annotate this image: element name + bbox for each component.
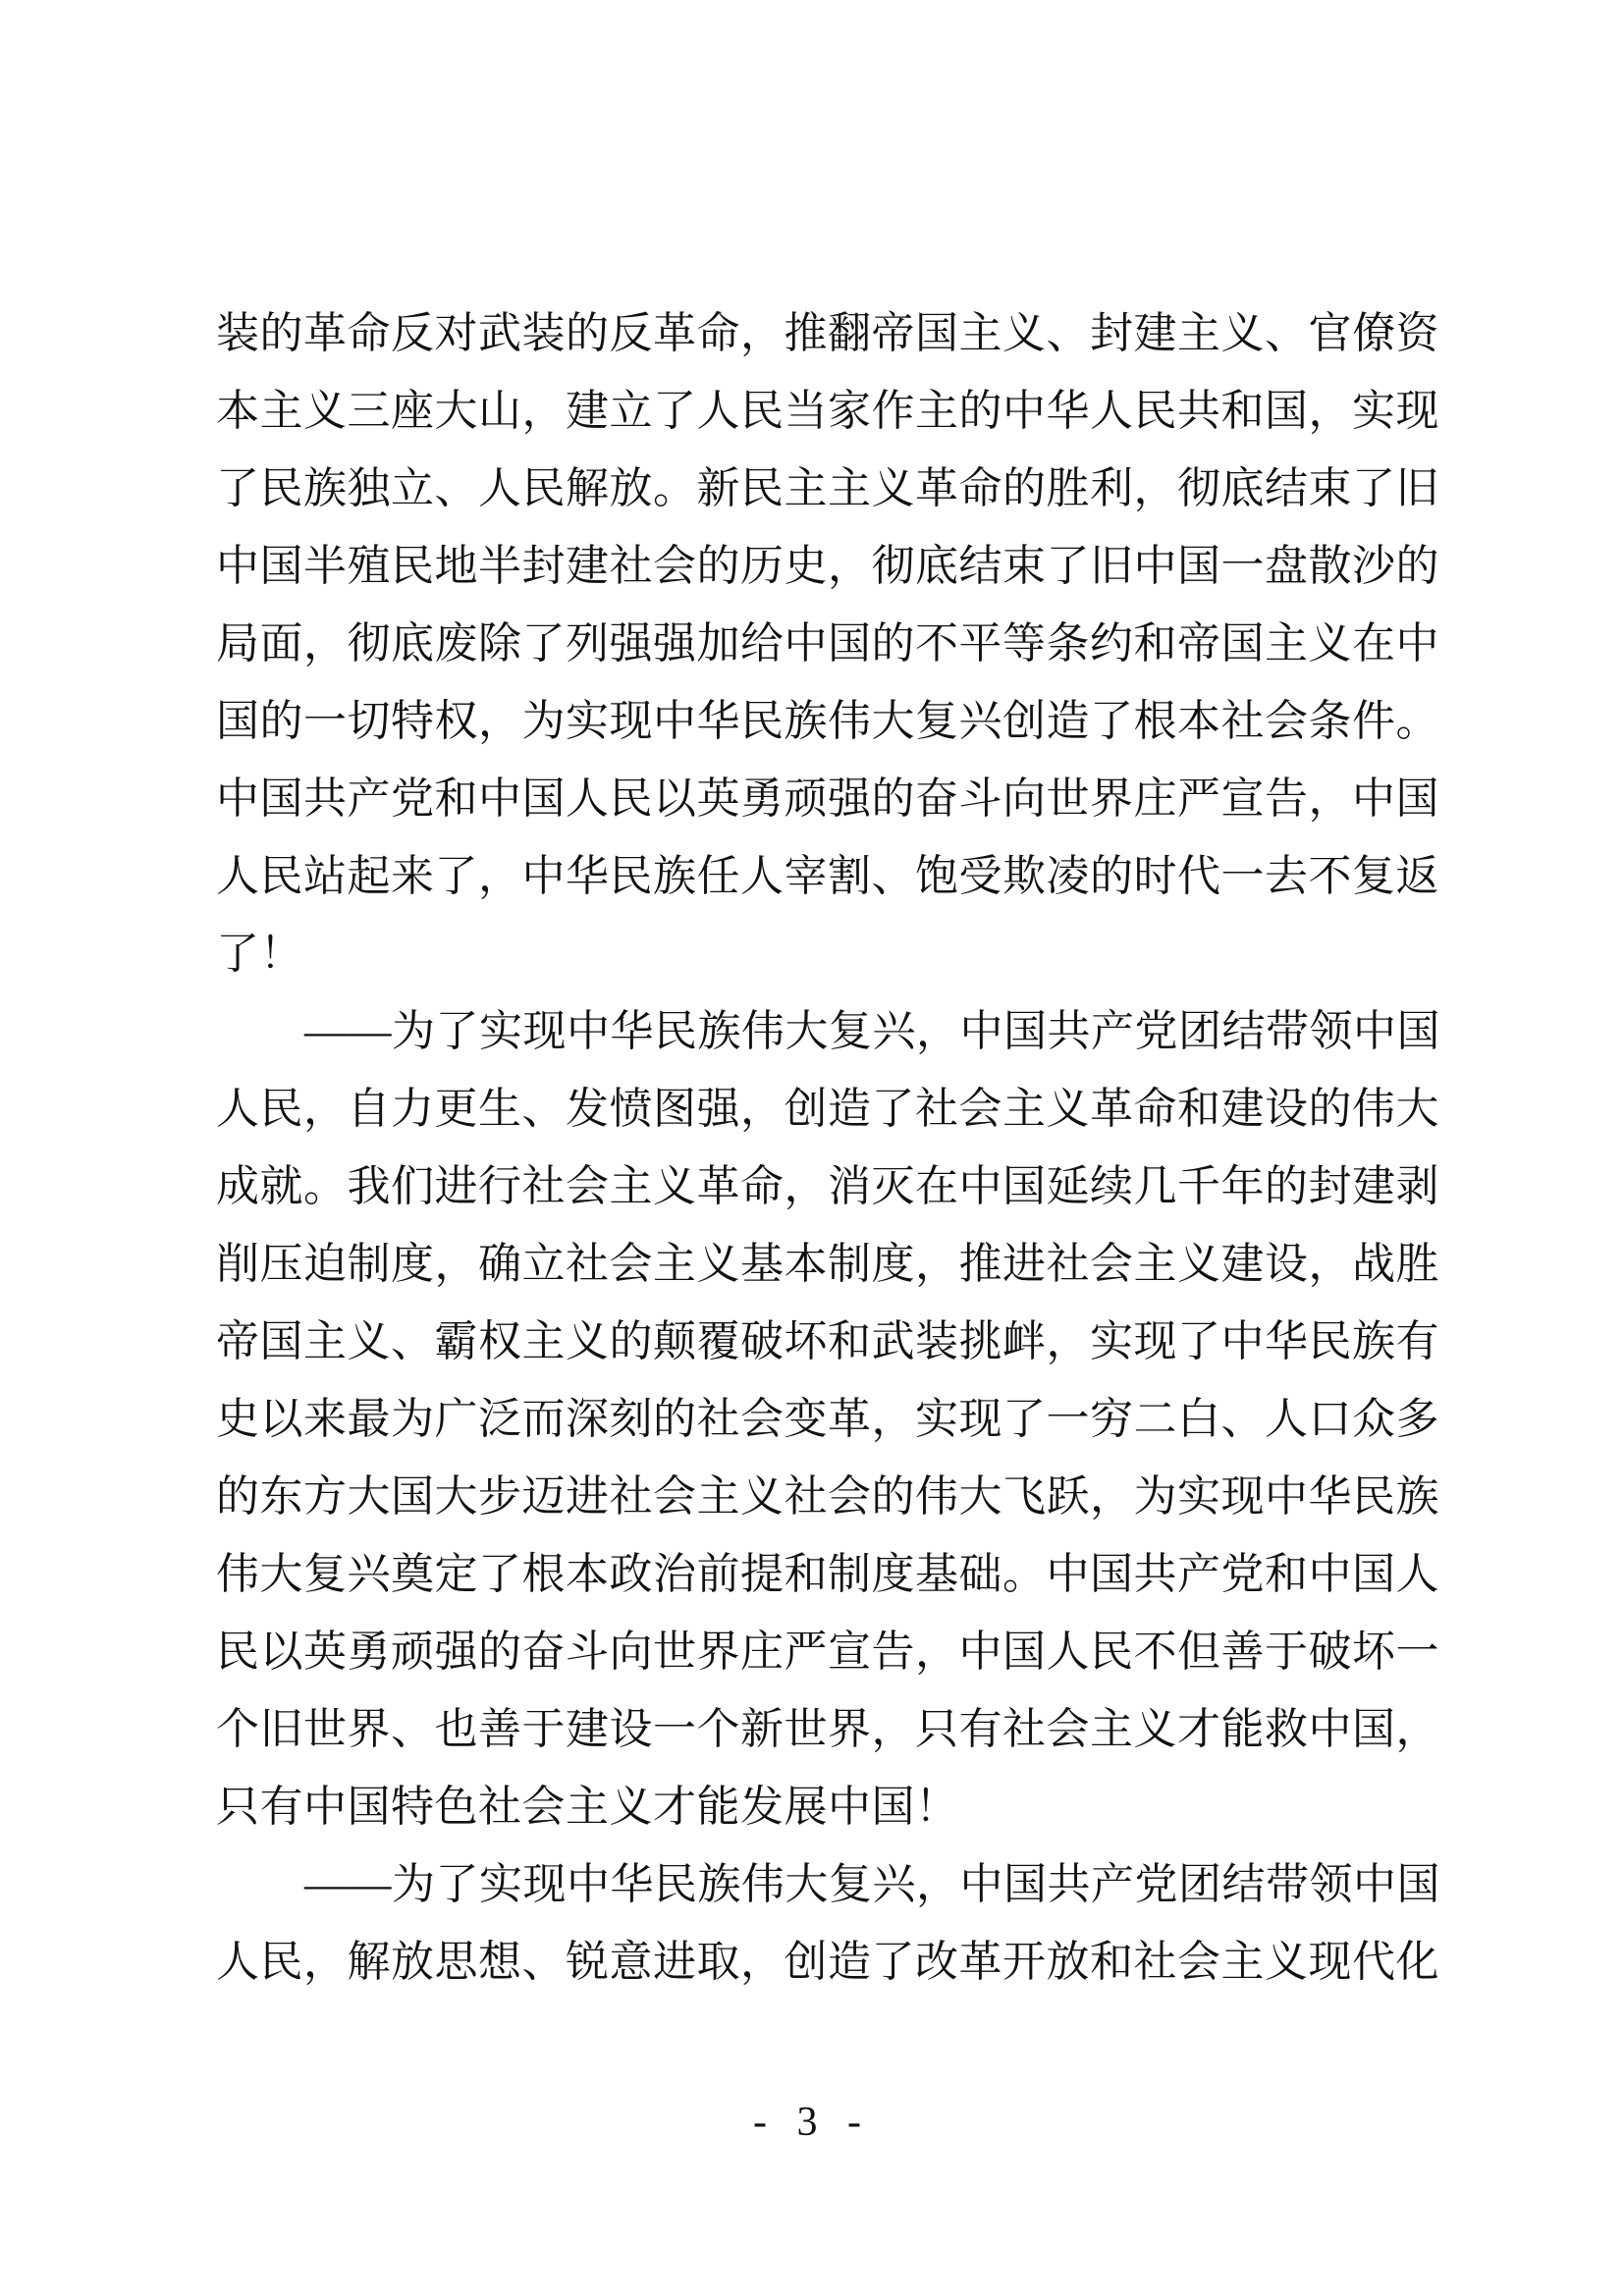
text-line: 人民，解放思想、锐意进取，创造了改革开放和社会主义现代化 xyxy=(216,1938,1439,1986)
text-line: 削压迫制度，确立社会主义基本制度，推进社会主义建设，战胜 xyxy=(216,1240,1439,1288)
text-line: 了！ xyxy=(216,930,303,978)
text-line: 中国半殖民地半封建社会的历史，彻底结束了旧中国一盘散沙的 xyxy=(216,542,1439,590)
text-line: 装的革命反对武装的反革命，推翻帝国主义、封建主义、官僚资 xyxy=(216,309,1439,357)
text-line: 史以来最为广泛而深刻的社会变革，实现了一穷二白、人口众多 xyxy=(216,1395,1439,1443)
text-line: 本主义三座大山，建立了人民当家作主的中华人民共和国，实现 xyxy=(216,387,1439,435)
text-line: 局面，彻底废除了列强强加给中国的不平等条约和帝国主义在中 xyxy=(216,619,1439,667)
page-number: - 3 - xyxy=(753,2100,871,2145)
text-line: 成就。我们进行社会主义革命，消灭在中国延续几千年的封建剥 xyxy=(216,1162,1439,1210)
text-line: 伟大复兴奠定了根本政治前提和制度基础。中国共产党和中国人 xyxy=(216,1550,1439,1598)
text-line: 帝国主义、霸权主义的颠覆破坏和武装挑衅，实现了中华民族有 xyxy=(216,1317,1439,1365)
text-line: 人民，自力更生、发愤图强，创造了社会主义革命和建设的伟大 xyxy=(216,1085,1439,1133)
text-line-paragraph-start: ——为了实现中华民族伟大复兴，中国共产党团结带领中国 xyxy=(304,1860,1440,1908)
text-line: 只有中国特色社会主义才能发展中国！ xyxy=(216,1783,959,1831)
text-line: 民以英勇顽强的奋斗向世界庄严宣告，中国人民不但善于破坏一 xyxy=(216,1628,1439,1676)
text-line: 了民族独立、人民解放。新民主主义革命的胜利，彻底结束了旧 xyxy=(216,464,1439,512)
text-line: 人民站起来了，中华民族任人宰割、饱受欺凌的时代一去不复返 xyxy=(216,852,1439,900)
text-line: 的东方大国大步迈进社会主义社会的伟大飞跃，为实现中华民族 xyxy=(216,1472,1439,1521)
text-block xyxy=(216,294,1440,2001)
text-line-paragraph-start: ——为了实现中华民族伟大复兴，中国共产党团结带领中国 xyxy=(304,1007,1440,1055)
text-line: 中国共产党和中国人民以英勇顽强的奋斗向世界庄严宣告，中国 xyxy=(216,774,1439,823)
text-line: 个旧世界、也善于建设一个新世界，只有社会主义才能救中国， xyxy=(216,1705,1439,1753)
text-line: 国的一切特权，为实现中华民族伟大复兴创造了根本社会条件。 xyxy=(216,697,1439,745)
